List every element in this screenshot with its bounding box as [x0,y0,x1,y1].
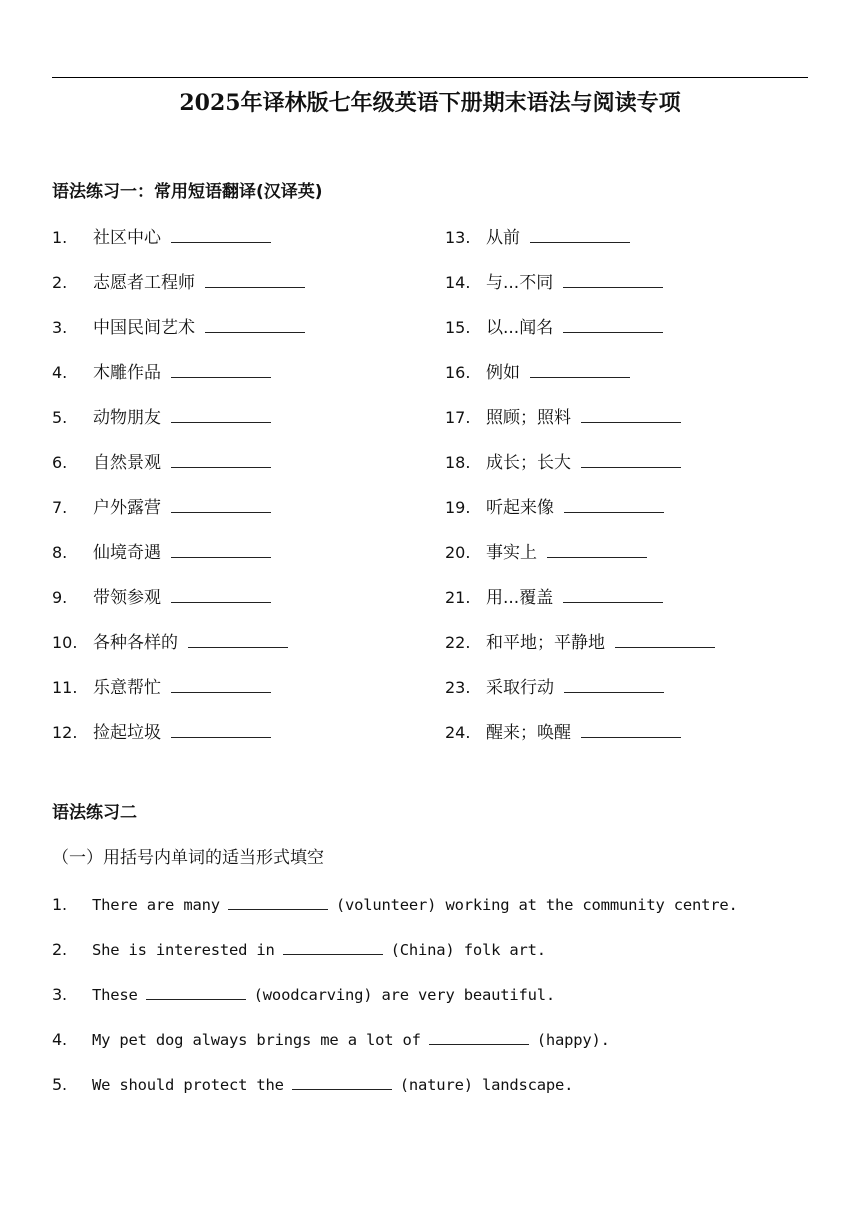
header-rule [52,77,808,78]
page-title: 2025年译林版七年级英语下册期末语法与阅读专项 [179,90,681,116]
answer-blank[interactable] [563,269,663,288]
section-2-subheading: （一）用括号内单词的适当形式填空 [52,848,324,868]
phrase-item [445,224,715,269]
item-number: 20. [445,543,471,562]
sentence-item [52,936,738,981]
answer-blank[interactable] [146,981,246,1000]
answer-blank[interactable] [205,269,305,288]
section-1-heading: 语法练习一：常用短语翻译(汉译英) [52,182,323,202]
item-number: 3. [52,318,68,337]
item-number: 4. [52,363,68,382]
sentence-text-before: These [92,986,138,1004]
sentence-text-before: There are many [92,896,220,914]
answer-blank[interactable] [171,494,271,513]
phrase-item [52,404,305,449]
sentence-text-before: We should protect the [92,1076,284,1094]
item-number: 5. [52,1075,67,1094]
phrase-item [445,359,715,404]
item-number: 13. [445,228,471,247]
answer-blank[interactable] [171,539,271,558]
item-number: 14. [445,273,471,292]
sentence-item [52,1026,738,1071]
phrase-item [52,674,305,719]
answer-blank[interactable] [292,1071,392,1090]
phrase-item [445,674,715,719]
phrase-chinese: 志愿者工程师 [93,273,195,293]
phrase-item [445,404,715,449]
phrase-item [445,269,715,314]
phrase-chinese: 中国民间艺术 [93,318,195,338]
phrase-chinese: 以...闻名 [486,318,554,338]
answer-blank[interactable] [547,539,647,558]
item-number: 1. [52,228,68,247]
phrase-chinese: 各种各样的 [93,633,178,653]
answer-blank[interactable] [429,1026,529,1045]
phrase-item [52,539,305,584]
sentence-text-before: She is interested in [92,941,275,959]
sentence-item [52,981,738,1026]
phrase-chinese: 动物朋友 [93,408,161,428]
item-number: 3. [52,985,67,1004]
phrase-item [52,269,305,314]
item-number: 24. [445,723,471,742]
phrase-chinese: 仙境奇遇 [93,543,161,563]
answer-blank[interactable] [171,674,271,693]
answer-blank[interactable] [171,719,271,738]
phrase-item [445,629,715,674]
answer-blank[interactable] [581,449,681,468]
phrase-chinese: 用...覆盖 [486,588,554,608]
phrase-list-left [52,224,305,764]
answer-blank[interactable] [530,359,630,378]
answer-blank[interactable] [171,404,271,423]
phrase-chinese: 与...不同 [486,273,554,293]
item-number: 10. [52,633,78,652]
phrase-list-right [445,224,715,764]
phrase-chinese: 照顾；照料 [486,408,571,428]
phrase-item [445,719,715,764]
phrase-chinese: 成长；长大 [486,453,571,473]
item-number: 2. [52,940,67,959]
fill-in-sentence-list [52,891,738,1116]
phrase-item [445,584,715,629]
phrase-item [52,224,305,269]
sentence-item [52,891,738,936]
phrase-chinese: 户外露营 [93,498,161,518]
answer-blank[interactable] [581,719,681,738]
phrase-item [52,314,305,359]
item-number: 22. [445,633,471,652]
phrase-chinese: 木雕作品 [93,363,161,383]
phrase-chinese: 和平地；平静地 [486,633,605,653]
phrase-item [52,359,305,404]
phrase-chinese: 从前 [486,228,520,248]
item-number: 6. [52,453,68,472]
item-number: 16. [445,363,471,382]
item-number: 8. [52,543,68,562]
answer-blank[interactable] [171,359,271,378]
answer-blank[interactable] [530,224,630,243]
phrase-chinese: 醒来；唤醒 [486,723,571,743]
phrase-item [445,449,715,494]
sentence-item [52,1071,738,1116]
answer-blank[interactable] [563,314,663,333]
item-number: 9. [52,588,68,607]
phrase-item [52,449,305,494]
answer-blank[interactable] [205,314,305,333]
phrase-item [445,494,715,539]
phrase-chinese: 社区中心 [93,228,161,248]
answer-blank[interactable] [171,224,271,243]
section-2-heading: 语法练习二 [52,803,137,823]
phrase-chinese: 带领参观 [93,588,161,608]
item-number: 5. [52,408,68,427]
phrase-item [52,719,305,764]
sentence-text-before: My pet dog always brings me a lot of [92,1031,421,1049]
answer-blank[interactable] [563,584,663,603]
phrase-item [445,539,715,584]
item-number: 11. [52,678,78,697]
answer-blank[interactable] [615,629,715,648]
phrase-chinese: 听起来像 [486,498,554,518]
phrase-item [52,584,305,629]
answer-blank[interactable] [581,404,681,423]
item-number: 19. [445,498,471,517]
sentence-text-after: (nature) landscape. [399,1076,574,1094]
answer-blank[interactable] [188,629,288,648]
answer-blank[interactable] [171,449,271,468]
item-number: 1. [52,895,67,914]
answer-blank[interactable] [564,494,664,513]
sentence-text-after: (happy). [536,1031,610,1049]
answer-blank[interactable] [283,936,383,955]
item-number: 2. [52,273,68,292]
item-number: 4. [52,1030,67,1049]
sentence-text-after: (China) folk art. [390,941,546,959]
phrase-chinese: 捡起垃圾 [93,723,161,743]
sentence-text-after: (woodcarving) are very beautiful. [253,986,556,1004]
phrase-chinese: 例如 [486,363,520,383]
answer-blank[interactable] [564,674,664,693]
answer-blank[interactable] [171,584,271,603]
item-number: 23. [445,678,471,697]
item-number: 7. [52,498,68,517]
phrase-item [445,314,715,359]
phrase-item [52,494,305,539]
item-number: 18. [445,453,471,472]
item-number: 21. [445,588,471,607]
item-number: 17. [445,408,471,427]
sentence-text-after: (volunteer) working at the community centre. [335,896,738,914]
phrase-chinese: 事实上 [486,543,537,563]
phrase-chinese: 乐意帮忙 [93,678,161,698]
item-number: 15. [445,318,471,337]
item-number: 12. [52,723,78,742]
answer-blank[interactable] [228,891,328,910]
phrase-chinese: 采取行动 [486,678,554,698]
phrase-item [52,629,305,674]
phrase-chinese: 自然景观 [93,453,161,473]
